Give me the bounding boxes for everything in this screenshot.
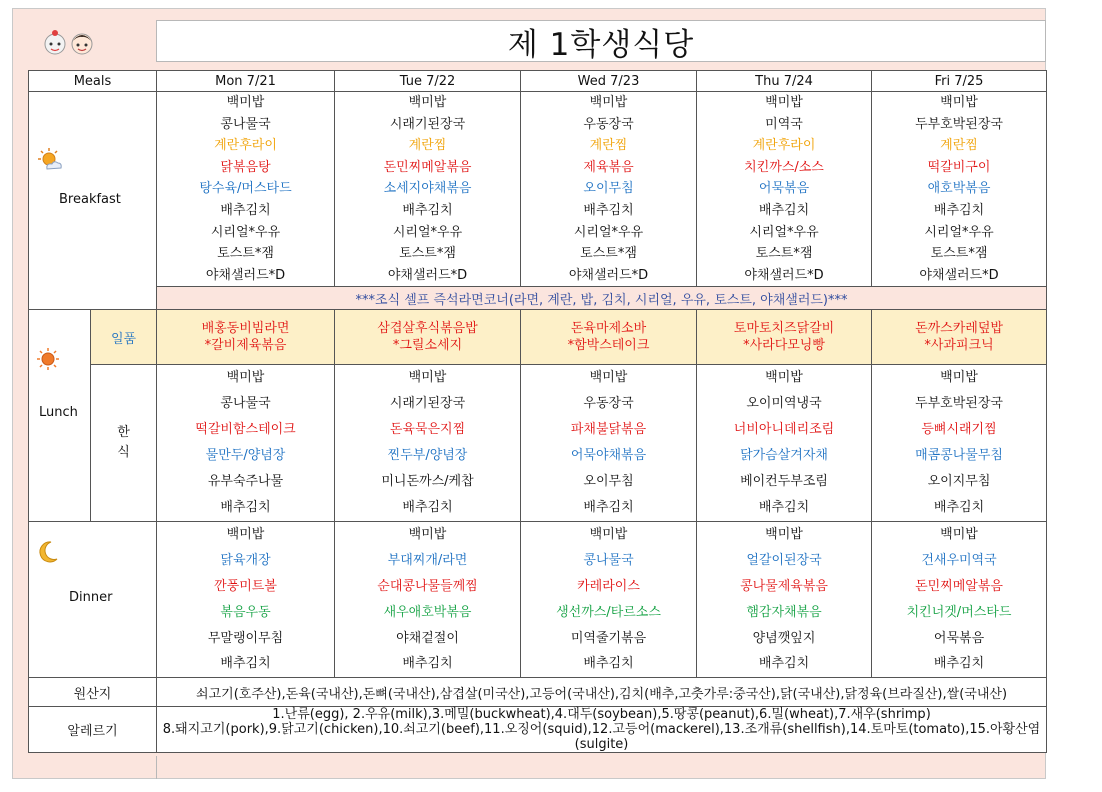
menu-item: 새우애호박볶음 <box>383 604 472 620</box>
menu-item: 배추김치 <box>758 500 810 516</box>
ilpum-main: 돈까스카레덮밥 <box>915 321 1003 337</box>
menu-item: 찐두부/양념장 <box>387 448 468 464</box>
footer-divider <box>156 756 157 779</box>
menu-item: 미니돈까스/케찹 <box>381 474 474 490</box>
menu-item: 베이컨두부조림 <box>740 474 828 490</box>
ilpum-main: 토마토치즈닭갈비 <box>733 321 835 337</box>
menu-item: 백미밥 <box>589 95 628 110</box>
origin-row <box>29 678 1047 707</box>
menu-item: 배추김치 <box>758 202 810 218</box>
allergy-row <box>29 707 1047 753</box>
menu-item: 배추김치 <box>402 656 453 672</box>
menu-item: 어묵야채볶음 <box>570 448 647 464</box>
lunch-fri <box>872 365 1047 522</box>
menu-item: 닭육개장 <box>220 553 271 569</box>
menu-item: 야채샐러드*D <box>568 267 649 283</box>
menu-item: 등뼈시래기찜 <box>921 422 997 438</box>
dinner-tue <box>335 522 521 678</box>
menu-item: 미역줄기볶음 <box>570 630 647 646</box>
ilpum-thu <box>697 310 872 365</box>
menu-item: 미역국 <box>765 116 803 132</box>
menu-item: 유부숙주나물 <box>207 474 284 490</box>
menu-item: 백미밥 <box>408 370 447 386</box>
lunch-tue <box>335 365 521 522</box>
menu-item: 배추김치 <box>583 202 634 218</box>
menu-item: 매콤콩나물무침 <box>915 448 1003 464</box>
lunch-hansik-row <box>29 365 1047 522</box>
ilpum-side: *그릴소세지 <box>392 338 463 354</box>
menu-item: 시리얼*우유 <box>392 224 463 240</box>
breakfast-wed <box>521 92 697 287</box>
menu-item: 순대콩나물들께찜 <box>377 578 478 594</box>
menu-item: 물만두/양념장 <box>205 448 286 464</box>
menu-item: 백미밥 <box>940 370 978 386</box>
menu-item: 백미밥 <box>589 370 628 386</box>
menu-item: 야채샐러드*D <box>744 267 824 283</box>
menu-item: 콩나물제육볶음 <box>740 578 828 594</box>
menu-item: 건새우미역국 <box>921 553 997 569</box>
menu-item: 야채샐러드*D <box>919 267 999 283</box>
lunch-wed <box>521 365 697 522</box>
menu-item: 계란찜 <box>408 138 447 154</box>
menu-item: 양념깻잎지 <box>752 630 816 646</box>
menu-item: 얼갈이된장국 <box>746 553 822 569</box>
breakfast-banner-row <box>29 287 1047 310</box>
menu-item: 콩나물국 <box>583 553 634 569</box>
allergy-line-1: 1.난류(egg), 2.우유(milk),3.메밀(buckwheat),4.대두(soybean),5.땅콩(peanut),6.밀(wheat),7.새우(shrimp) <box>272 707 931 723</box>
day-header-wed: Wed 7/23 <box>521 71 697 92</box>
menu-item: 배추김치 <box>933 202 985 218</box>
menu-item: 콩나물국 <box>220 396 271 412</box>
hansik-label: 한 식 <box>117 425 130 461</box>
breakfast-row <box>29 92 1047 287</box>
menu-item: 어묵볶음 <box>758 181 810 197</box>
menu-item: 토스트*잼 <box>580 246 637 262</box>
lunch-label-cell <box>29 310 91 522</box>
menu-item: 배추김치 <box>583 500 634 516</box>
menu-item: 두부호박된장국 <box>915 116 1003 132</box>
menu-item: 돈민찌메알볶음 <box>383 159 472 175</box>
breakfast-label-cell <box>29 92 157 310</box>
menu-item: 소세지야채볶음 <box>383 181 472 197</box>
menu-item: 떡갈비함스테이크 <box>195 422 296 438</box>
menu-item: 어묵볶음 <box>933 630 985 646</box>
menu-item: 부대찌개/라면 <box>387 553 468 569</box>
menu-item: 두부호박된장국 <box>915 396 1003 412</box>
sun-cloud-icon <box>37 147 63 173</box>
ilpum-side: *함박스테이크 <box>567 338 650 354</box>
menu-item: 배추김치 <box>220 656 271 672</box>
ilpum-mon <box>157 310 335 365</box>
menu-item: 배추김치 <box>220 500 271 516</box>
menu-item: 닭가슴살겨자채 <box>740 448 828 464</box>
menu-item: 야채샐러드*D <box>387 267 468 283</box>
dinner-thu <box>697 522 872 678</box>
ilpum-main: 배홍동비빔라면 <box>201 321 290 337</box>
menu-item: 백미밥 <box>589 527 628 543</box>
menu-item: 너비아니데리조림 <box>733 422 835 438</box>
menu-item: 오이미역냉국 <box>746 396 822 412</box>
origin-text: 쇠고기(호주산),돈육(국내산),돈뼈(국내산),삼겹살(미국산),고등어(국내산),김치(배추,고춧가루:중국산),닭(국내산),닭정육(브라질산),쌀(국내산) <box>157 678 1047 707</box>
ilpum-side: *사과피크닉 <box>924 338 994 354</box>
menu-item: 백미밥 <box>765 370 803 386</box>
menu-item: 오이무침 <box>583 181 634 197</box>
menu-item: 배추김치 <box>583 656 634 672</box>
day-header-fri: Fri 7/25 <box>872 71 1047 92</box>
ilpum-side: *사라다모닝빵 <box>743 338 825 354</box>
crescent-moon-icon <box>37 540 59 564</box>
menu-item: 시리얼*우유 <box>210 224 281 240</box>
ilpum-side: *갈비제육볶음 <box>204 338 287 354</box>
allergy-label: 알레르기 <box>29 707 157 753</box>
menu-item: 계란후라이 <box>752 138 816 154</box>
lunch-label: Lunch <box>39 405 78 421</box>
breakfast-tue <box>335 92 521 287</box>
sun-icon <box>37 348 59 370</box>
dinner-label: Dinner <box>69 590 113 606</box>
menu-item: 파채불닭볶음 <box>570 422 647 438</box>
lunch-mon <box>157 365 335 522</box>
menu-item: 닭볶음탕 <box>220 159 271 175</box>
menu-item: 배추김치 <box>933 500 985 516</box>
day-header-mon: Mon 7/21 <box>157 71 335 92</box>
menu-item: 야채샐러드*D <box>205 267 286 283</box>
breakfast-fri <box>872 92 1047 287</box>
menu-item: 토스트*잼 <box>755 246 813 262</box>
menu-item: 카레라이스 <box>577 578 640 594</box>
menu-item: 배추김치 <box>402 500 453 516</box>
menu-item: 계란찜 <box>940 138 978 154</box>
menu-item: 백미밥 <box>408 527 447 543</box>
menu-item: 배추김치 <box>758 656 810 672</box>
lunch-ilpum-row <box>29 310 1047 365</box>
menu-item: 계란찜 <box>589 138 628 154</box>
menu-item: 토스트*잼 <box>399 246 456 262</box>
ilpum-fri <box>872 310 1047 365</box>
day-header-thu: Thu 7/24 <box>697 71 872 92</box>
menu-item: 치킨너겟/머스타드 <box>906 604 1012 620</box>
menu-item: 돈육묵은지찜 <box>389 422 466 438</box>
day-header-tue: Tue 7/22 <box>335 71 521 92</box>
menu-item: 오이무침 <box>583 474 634 490</box>
menu-item: 콩나물국 <box>220 116 271 132</box>
dinner-wed <box>521 522 697 678</box>
menu-item: 우동장국 <box>583 396 634 412</box>
page-title: 제 1학생식당 <box>156 20 1046 62</box>
ilpum-main: 돈육마제소바 <box>570 321 647 337</box>
ilpum-main: 삼겹살후식볶음밥 <box>377 321 478 337</box>
self-corner-banner: ***조식 셀프 즉석라면코너(라면, 계란, 밥, 김치, 시리얼, 우유, 토스트, 야채샐러드)*** <box>157 287 1047 310</box>
menu-item: 오이지무침 <box>927 474 991 490</box>
menu-item: 시래기된장국 <box>389 396 466 412</box>
menu-item: 햄감자채볶음 <box>746 604 822 620</box>
breakfast-mon <box>157 92 335 287</box>
ilpum-wed <box>521 310 697 365</box>
origin-label: 원산지 <box>29 678 157 707</box>
menu-item: 토스트*잼 <box>217 246 274 262</box>
menu-item: 백미밥 <box>226 370 265 386</box>
meal-table <box>28 70 1047 753</box>
menu-item: 시리얼*우유 <box>573 224 644 240</box>
meals-header: Meals <box>29 71 157 92</box>
lunch-thu <box>697 365 872 522</box>
menu-item: 배추김치 <box>933 656 985 672</box>
menu-item: 떡갈비구이 <box>927 159 991 175</box>
menu-item: 백미밥 <box>940 527 978 543</box>
menu-item: 시래기된장국 <box>389 116 466 132</box>
hansik-label-cell <box>91 365 157 522</box>
menu-item: 토스트*잼 <box>930 246 988 262</box>
menu-item: 무말랭이무침 <box>207 630 284 646</box>
dinner-label-cell <box>29 522 157 678</box>
menu-item: 배추김치 <box>402 202 453 218</box>
allergy-text <box>157 707 1047 753</box>
menu-item: 돈민찌메알볶음 <box>915 578 1003 594</box>
breakfast-thu <box>697 92 872 287</box>
menu-item: 백미밥 <box>765 527 803 543</box>
menu-item: 치킨까스/소스 <box>744 159 824 175</box>
allergy-line-2: 8.돼지고기(pork),9.닭고기(chicken),10.쇠고기(beef),11.오징어(squid),12.고등어(mackerel),13.조개류(shellfish),14.토마토(tomato),15.아황산염(sulgite) <box>162 722 1041 753</box>
menu-item: 백미밥 <box>226 527 265 543</box>
menu-item: 탕수육/머스타드 <box>199 181 292 197</box>
menu-item: 백미밥 <box>940 95 978 110</box>
dinner-fri <box>872 522 1047 678</box>
menu-item: 시리얼*우유 <box>924 224 994 240</box>
breakfast-label: Breakfast <box>59 192 121 207</box>
menu-item: 야채겉절이 <box>396 630 459 646</box>
menu-item: 배추김치 <box>220 202 271 218</box>
header-row <box>29 71 1047 92</box>
dinner-row <box>29 522 1047 678</box>
mascot-faces-icon <box>40 28 100 58</box>
menu-item: 애호박볶음 <box>927 181 991 197</box>
menu-item: 볶음우동 <box>220 604 271 620</box>
menu-item: 시리얼*우유 <box>749 224 819 240</box>
menu-item: 백미밥 <box>408 95 447 110</box>
menu-item: 계란후라이 <box>214 138 277 154</box>
ilpum-label: 일품 <box>91 310 157 365</box>
menu-item: 제육볶음 <box>583 159 634 175</box>
menu-item: 백미밥 <box>226 95 265 110</box>
ilpum-tue <box>335 310 521 365</box>
menu-item: 생선까스/타르소스 <box>556 604 661 620</box>
menu-item: 백미밥 <box>765 95 803 110</box>
menu-item: 깐풍미트볼 <box>214 578 277 594</box>
menu-item: 우동장국 <box>583 116 634 132</box>
dinner-mon <box>157 522 335 678</box>
